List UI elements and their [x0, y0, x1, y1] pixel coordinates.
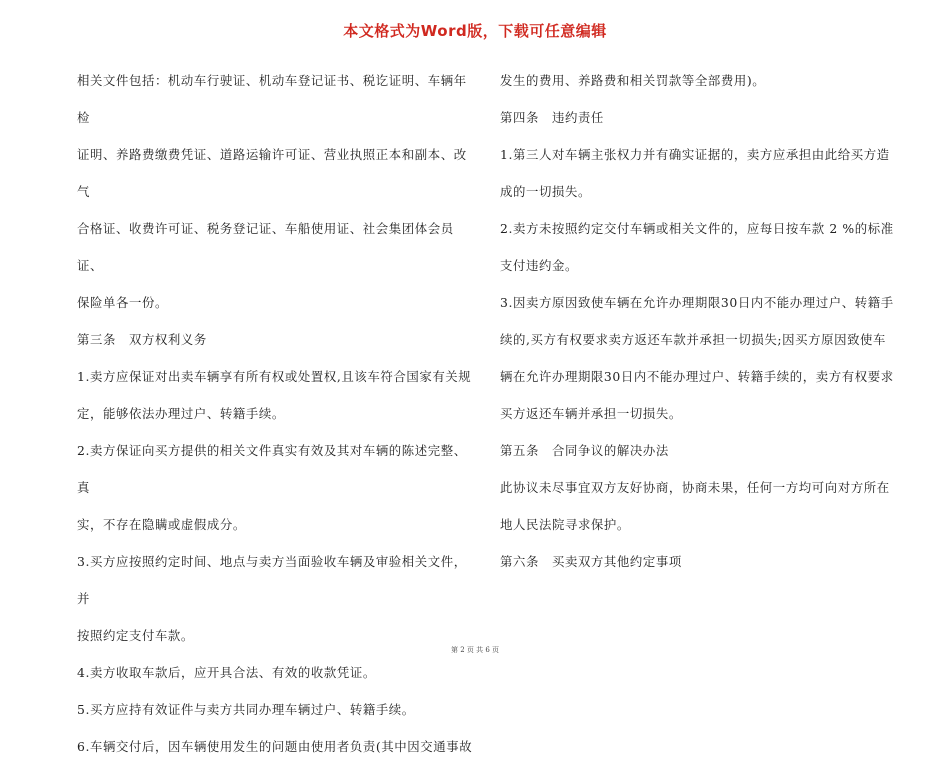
section-heading: 第六条 买卖双方其他约定事项 — [500, 554, 682, 569]
paragraph: 6.车辆交付后，因车辆使用发生的问题由使用者负责(其中因交通事故 — [77, 739, 473, 754]
paragraph: 2.卖方保证向买方提供的相关文件真实有效及其对车辆的陈述完整、真 实，不存在隐瞒或虚假成分。 — [77, 443, 467, 532]
paragraph: 相关文件包括：机动车行驶证、机动车登记证书、税讫证明、车辆年检 证明、养路费缴费凭证、道路运输许可证、营业执照正本和副本、改气 合格证、收费许可证、税务登记证、车船使用证、社会集团体会员证、 保险单各一份。 — [77, 73, 467, 310]
right-text-column — [500, 62, 900, 580]
section-heading: 第五条 合同争议的解决办法 — [500, 443, 669, 458]
paragraph: 此协议未尽事宜双方友好协商，协商未果，任何一方均可向对方所在 地人民法院寻求保护。 — [500, 480, 890, 532]
section-heading: 第三条 双方权利义务 — [77, 332, 207, 347]
word-format-banner: 本文格式为Word版，下载可任意编辑 — [343, 22, 607, 40]
paragraph: 3.因卖方原因致使车辆在允许办理期限30日内不能办理过户、转籍手 续的,买方有权要求卖方返还车款并承担一切损失;因买方原因致使车 辆在允许办理期限30日内不能办理过户、转籍手续的，卖方有权要求 买方返还车辆并承担一切损失。 — [500, 295, 894, 421]
paragraph: 发生的费用、养路费和相关罚款等全部费用)。 — [500, 73, 766, 88]
section-heading: 第四条 违约责任 — [500, 110, 604, 125]
left-text-column — [77, 62, 477, 765]
paragraph: 2.卖方未按照约定交付车辆或相关文件的，应每日按车款 2 %的标准 支付违约金。 — [500, 221, 894, 273]
paragraph: 3.买方应按照约定时间、地点与卖方当面验收车辆及审验相关文件，并 按照约定支付车款。 — [77, 554, 467, 643]
paragraph: 5.买方应持有效证件与卖方共同办理车辆过户、转籍手续。 — [77, 702, 415, 717]
paragraph: 4.卖方收取车款后，应开具合法、有效的收款凭证。 — [77, 665, 376, 680]
paragraph: 1.第三人对车辆主张权力并有确实证据的，卖方应承担由此给买方造 成的一切损失。 — [500, 147, 890, 199]
page-number: 第 2 页 共 6 页 — [450, 646, 500, 654]
paragraph: 1.卖方应保证对出卖车辆享有所有权或处置权,且该车符合国家有关规 定，能够依法办理过户、转籍手续。 — [77, 369, 472, 421]
